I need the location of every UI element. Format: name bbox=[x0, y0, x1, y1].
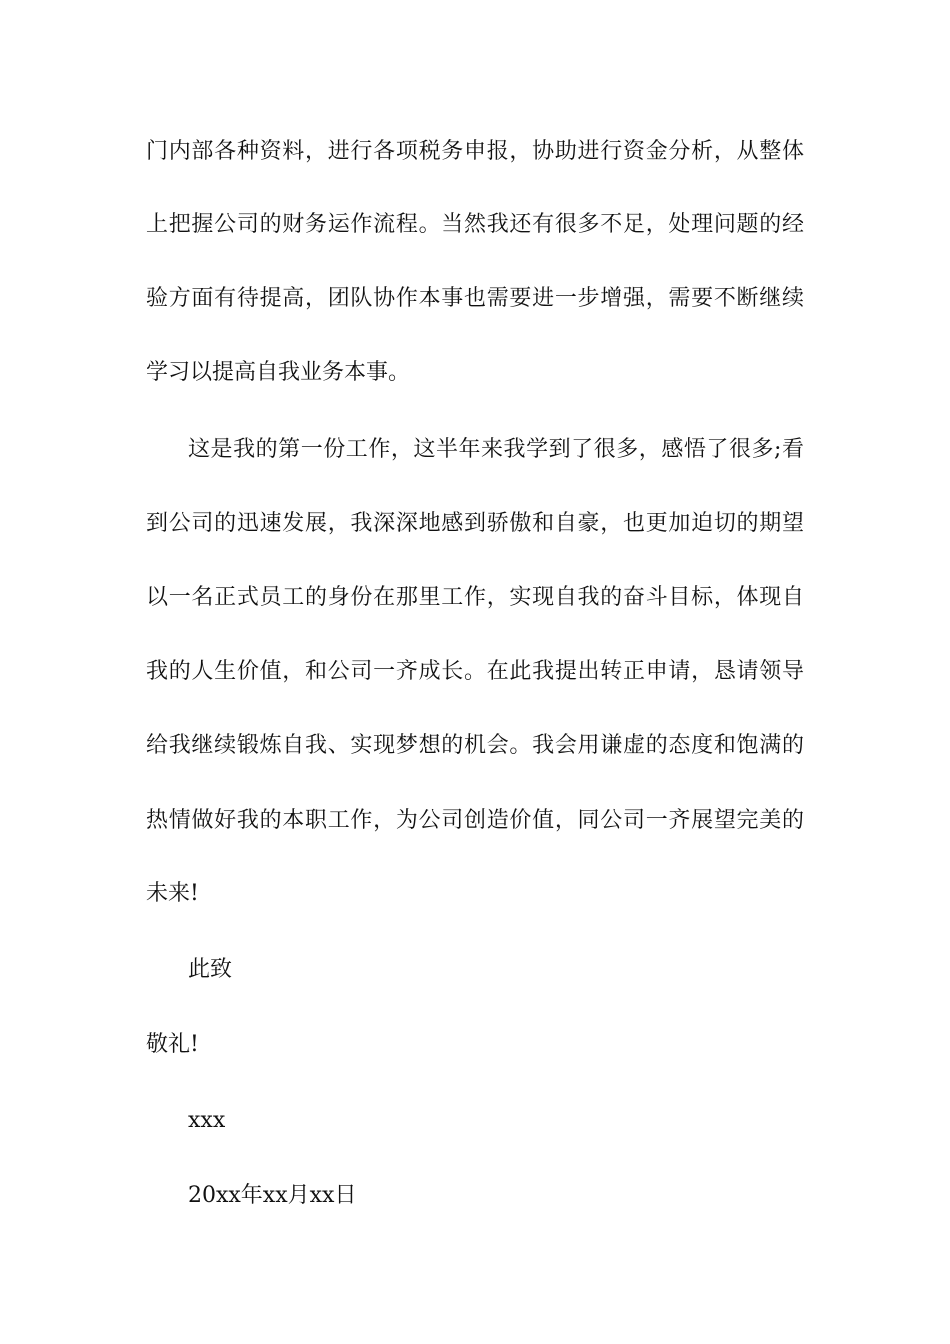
paragraph-line: 门内部各种资料，进行各项税务申报，协助进行资金分析，从整体 bbox=[146, 139, 804, 164]
paragraph-line: 到公司的迅速发展，我深深地感到骄傲和自豪，也更加迫切的期望 bbox=[146, 511, 804, 536]
signature-name: xxx bbox=[188, 1108, 226, 1133]
paragraph-line: 热情做好我的本职工作，为公司创造价值，同公司一齐展望完美的 bbox=[146, 808, 804, 833]
paragraph-line: 以一名正式员工的身份在那里工作，实现自我的奋斗目标，体现自 bbox=[146, 585, 804, 610]
paragraph-line: 这是我的第一份工作，这半年来我学到了很多，感悟了很多;看 bbox=[188, 437, 804, 462]
signature-date: 20xx年xx月xx日 bbox=[188, 1183, 357, 1208]
paragraph-line: 上把握公司的财务运作流程。当然我还有很多不足，处理问题的经 bbox=[146, 212, 804, 237]
closing-text: 此致 bbox=[188, 957, 233, 982]
paragraph-line: 未来! bbox=[146, 881, 199, 906]
paragraph-line: 验方面有待提高，团队协作本事也需要进一步增强，需要不断继续 bbox=[146, 286, 804, 311]
salute-text: 敬礼! bbox=[146, 1032, 199, 1057]
paragraph-line: 给我继续锻炼自我、实现梦想的机会。我会用谦虚的态度和饱满的 bbox=[146, 733, 804, 758]
paragraph-line: 学习以提高自我业务本事。 bbox=[146, 360, 411, 385]
paragraph-line: 我的人生价值，和公司一齐成长。在此我提出转正申请，恳请领导 bbox=[146, 659, 804, 684]
